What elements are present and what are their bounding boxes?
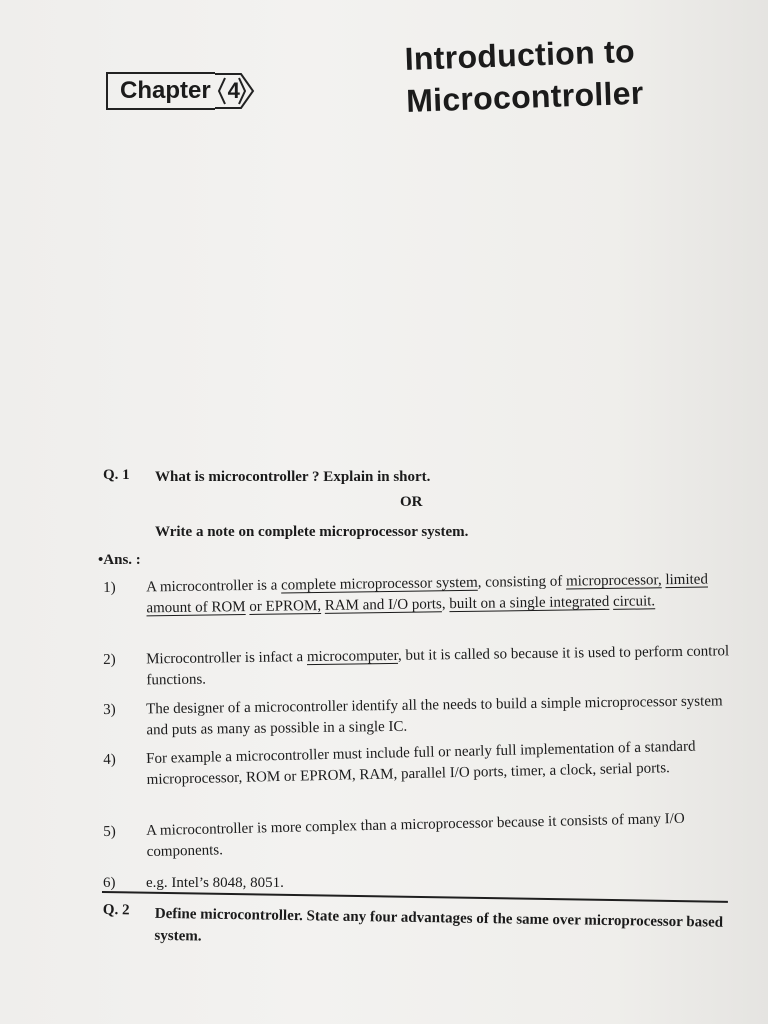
chapter-number: 4 — [227, 78, 240, 103]
underlined-segment: circuit. — [612, 593, 656, 610]
text-segment: , consisting of — [477, 573, 567, 591]
chapter-title-line1: Introduction to — [404, 32, 636, 77]
underlined-segment: microcomputer — [306, 647, 399, 666]
answer-label: •Ans. : — [98, 552, 141, 568]
or-separator: OR — [400, 494, 423, 510]
chapter-title — [404, 28, 707, 122]
list-item — [103, 808, 731, 861]
text-segment: A microcontroller is a — [146, 577, 282, 596]
underlined-segment: limited amount of ROM — [146, 571, 709, 617]
item-text: For example a microcontroller must include full or nearly full implementation of a standard microprocessor, ROM or EPROM, RAM, parallel I/O ports, timer, a clock, serial ports. — [146, 738, 696, 789]
list-item — [103, 641, 731, 689]
underlined-segment: or EPROM, — [249, 597, 322, 615]
item-text: A microcontroller is more complex than a microprocessor because it consists of many I/O components. — [146, 810, 685, 861]
question-2 — [102, 902, 733, 945]
question-number: Q. 1 — [103, 467, 130, 483]
item-number: 4) — [103, 751, 116, 768]
text-segment: , — [441, 596, 450, 613]
text-segment: , but it is called so because it is used to perform control functions. — [146, 643, 730, 689]
chapter-badge — [106, 72, 255, 110]
item-number: 5) — [103, 823, 116, 840]
item-text: The designer of a microcontroller identify all the needs to build a simple microprocessor system and puts as many as possible in a single IC. — [146, 693, 723, 739]
chapter-number-arrow — [215, 72, 255, 110]
question-number: Q. 2 — [102, 902, 130, 919]
chapter-title-line2: Microcontroller — [405, 74, 645, 119]
underlined-segment: built on a single integrated — [449, 593, 610, 613]
question-text: Define microcontroller. State any four advantages of the same over microprocessor based system. — [154, 905, 724, 945]
item-text: e.g. Intel’s 8048, 8051. — [146, 875, 284, 891]
text-segment: Microcontroller is infact a — [146, 649, 308, 668]
chapter-label: Chapter — [106, 72, 215, 110]
alt-question-text: Write a note on complete microprocessor system. — [155, 524, 469, 540]
item-number: 6) — [103, 875, 116, 891]
item-number: 2) — [103, 651, 116, 668]
underlined-segment: microprocessor, — [565, 572, 662, 590]
list-item — [103, 569, 731, 617]
underlined-segment: RAM and I/O ports — [324, 596, 442, 614]
item-text — [146, 641, 732, 691]
item-number: 3) — [103, 701, 116, 718]
item-text — [146, 569, 732, 619]
question-text: What is microcontroller ? Explain in short. — [155, 469, 431, 485]
answer-label-text: Ans. : — [103, 552, 141, 568]
underlined-segment: complete microprocessor system — [280, 574, 478, 594]
list-item — [103, 691, 731, 739]
item-number: 1) — [103, 579, 116, 596]
